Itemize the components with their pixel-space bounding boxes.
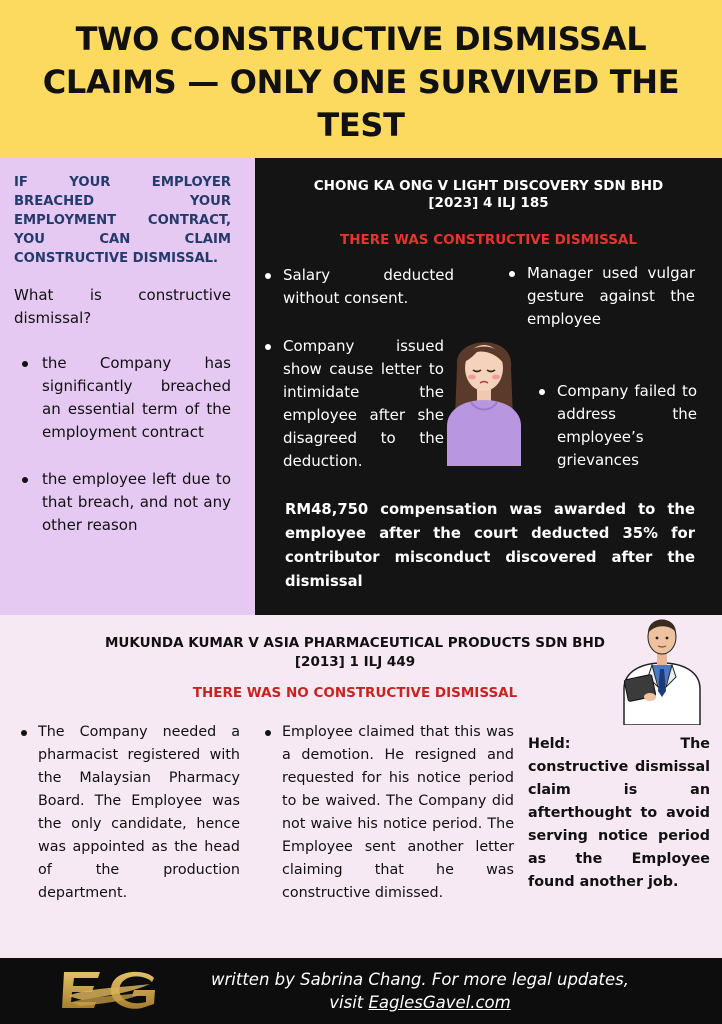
- case1-fact: Company failed to address the employee’s grievances: [533, 380, 697, 472]
- sad-woman-illustration: [441, 326, 527, 466]
- case2-verdict: THERE WAS NO CONSTRUCTIVE DISMISSAL: [192, 685, 518, 701]
- case2-name: MUKUNDA KUMAR V ASIA PHARMACEUTICAL PRODUCTS SDN BHD: [105, 635, 605, 651]
- website-link[interactable]: EaglesGavel.com: [368, 993, 511, 1012]
- case1-fact: Manager used vulgar gesture against the employee: [503, 262, 695, 331]
- definition-point: the Company has significantly breached an essential term of the employment contract: [14, 352, 231, 444]
- case2-citation: [2013] 1 ILJ 449: [294, 654, 416, 670]
- case1-award: RM48,750 compensation was awarded to the employee after the court deducted 35% for contributor misconduct discovered after the dismissal: [285, 501, 695, 590]
- footer-visit-line: [170, 991, 670, 1014]
- case1-verdict: THERE WAS CONSTRUCTIVE DISMISSAL: [340, 232, 637, 248]
- footer-visit-label: visit: [329, 993, 364, 1012]
- header-banner: [0, 0, 722, 158]
- footer-credit: [170, 968, 670, 1014]
- case1-fact-list: [533, 380, 697, 472]
- case2-held: Held: The constructive dismissal claim is an afterthought to avoid serving notice period as the Employee found another job.: [528, 736, 710, 890]
- intro-text: IF YOUR EMPLOYER BREACHED YOUR EMPLOYMENT CONTRACT, YOU CAN CLAIM CONSTRUCTIVE DISMISSAL.: [14, 175, 231, 266]
- pharmacist-illustration: [612, 607, 712, 725]
- case2-fact-list: [16, 721, 240, 905]
- page-title: TWO CONSTRUCTIVE DISMISSAL CLAIMS — ONLY ONE SURVIVED THE TEST: [42, 19, 680, 144]
- case2-fact: Employee claimed that this was a demotion. He resigned and requested for his notice period to be waived. The Company did not waive his notice period. The Employee sent another letter claiming that he was constructive dimissed.: [260, 721, 514, 905]
- case1-fact-list: [259, 264, 454, 310]
- definition-panel: [0, 158, 255, 615]
- footer-credit-line: written by Sabrina Chang. For more legal updates,: [211, 970, 629, 989]
- case1-fact: Salary deducted without consent.: [259, 264, 454, 310]
- definition-point: the employee left due to that breach, and not any other reason: [14, 468, 231, 537]
- case2-fact: The Company needed a pharmacist registered with the Malaysian Pharmacy Board. The Employee was the only candidate, hence was appointed as the head of the production department.: [16, 721, 240, 905]
- definition-list: [14, 352, 231, 537]
- definition-question: What is constructive dismissal?: [14, 286, 231, 327]
- case1-fact: Company issued show cause letter to intimidate the employee after she disagreed to the deduction.: [259, 335, 444, 473]
- eagles-gavel-logo: [58, 966, 160, 1016]
- case2-heading: [60, 634, 650, 672]
- case1-fact-list: [259, 335, 444, 473]
- case1-citation: [2023] 4 ILJ 185: [428, 195, 549, 211]
- case1-name: CHONG KA ONG V LIGHT DISCOVERY SDN BHD: [313, 178, 664, 194]
- footer: [0, 958, 722, 1024]
- case2-fact-list: [260, 721, 514, 905]
- case1-fact-list: [503, 262, 695, 331]
- case1-panel: [255, 158, 722, 615]
- case2-panel: [0, 615, 722, 958]
- case1-heading: [255, 178, 722, 212]
